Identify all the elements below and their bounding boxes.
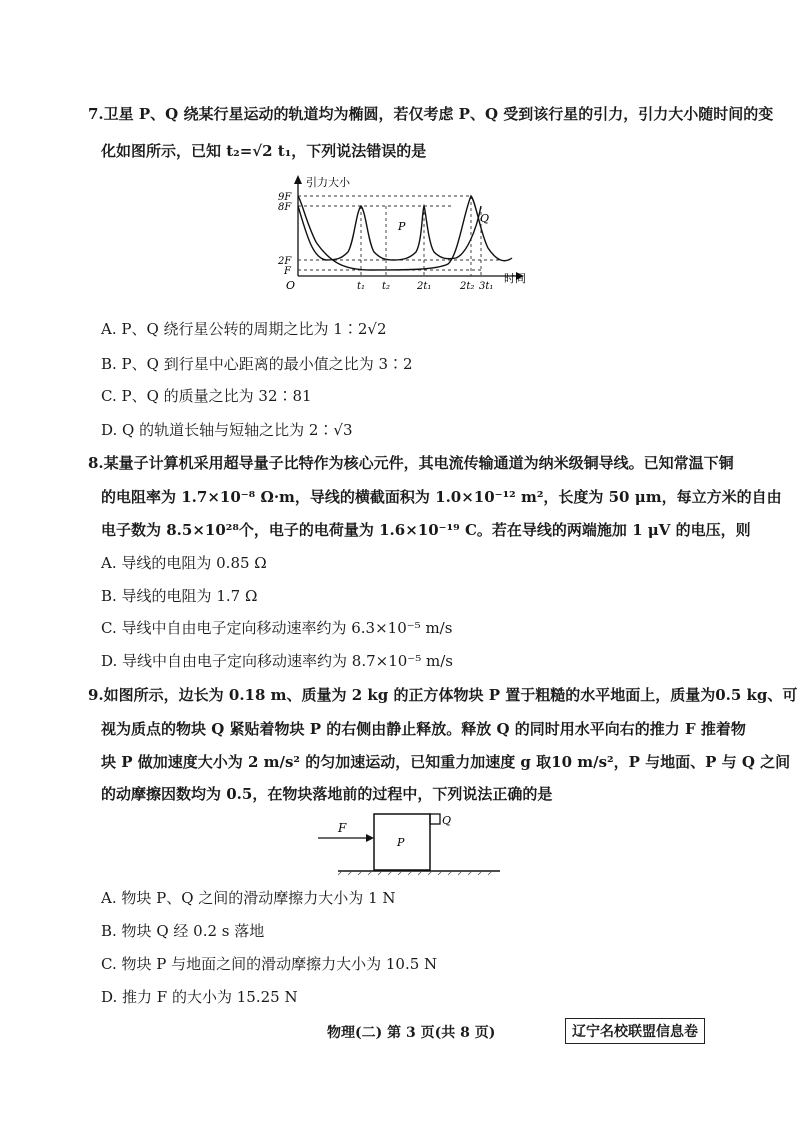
- q8-option-b: B. 导线的电阻为 1.7 Ω: [101, 587, 258, 605]
- q8-option-c: C. 导线中自由电子定向移动速率约为 6.3×10⁻⁵ m/s: [101, 619, 453, 637]
- q9-stem-line1: 9.如图所示，边长为 0.18 m、质量为 2 kg 的正方体物块 P 置于粗糙的水平地面上，质量为0.5 kg、可: [88, 686, 798, 704]
- origin-label: O: [286, 279, 296, 292]
- q8-stem-line3: 电子数为 8.5×10²⁸个，电子的电荷量为 1.6×10⁻¹⁹ C。若在导线的两端施加 1 μV 的电压，则: [101, 521, 751, 539]
- brand-stamp: 辽宁名校联盟信息卷: [565, 1018, 705, 1044]
- x-tick-t2: t₂: [382, 281, 391, 292]
- q8-option-a: A. 导线的电阻为 0.85 Ω: [101, 554, 267, 572]
- y-tick-9f: 9F: [278, 192, 292, 203]
- x-tick-2t2: 2t₂: [460, 281, 475, 292]
- y-axis-arrow-icon: [294, 175, 302, 184]
- q9-option-b: B. 物块 Q 经 0.2 s 落地: [101, 922, 265, 940]
- x-tick-t1: t₁: [357, 281, 366, 292]
- q7-option-b: B. P、Q 到行星中心距离的最小值之比为 3∶2: [101, 355, 413, 373]
- curve-q-label: Q: [480, 212, 490, 225]
- y-tick-8f: 8F: [278, 202, 292, 213]
- y-axis-label: 引力大小: [306, 176, 350, 189]
- q7-force-time-graph: [276, 172, 526, 302]
- q7-stem-line1: 7.卫星 P、Q 绕某行星运动的轨道均为椭圆，若仅考虑 P、Q 受到该行星的引力，引力大小随时间的变: [88, 105, 774, 123]
- q7-option-c: C. P、Q 的质量之比为 32∶81: [101, 387, 312, 405]
- y-tick-2f: 2F: [278, 256, 292, 267]
- q9-stem-line2: 视为质点的物块 Q 紧贴着物块 P 的右侧由静止释放。释放 Q 的同时用水平向右的推力 F 推着物: [101, 720, 746, 738]
- q9-stem-line3: 块 P 做加速度大小为 2 m/s² 的匀加速运动，已知重力加速度 g 取10 m/s²，P 与地面、P 与 Q 之间: [101, 753, 791, 771]
- x-tick-2t1: 2t₁: [417, 281, 432, 292]
- q8-option-d: D. 导线中自由电子定向移动速率约为 8.7×10⁻⁵ m/s: [101, 652, 453, 670]
- page-number-info: 物理(二) 第 3 页(共 8 页): [327, 1025, 496, 1041]
- q7-option-a: A. P、Q 绕行星公转的周期之比为 1∶2√2: [101, 320, 387, 338]
- block-q: [430, 814, 440, 824]
- block-q-label: Q: [442, 814, 452, 827]
- q9-option-a: A. 物块 P、Q 之间的滑动摩擦力大小为 1 N: [101, 889, 396, 907]
- curve-p: [298, 206, 481, 260]
- q7-stem-line2: 化如图所示，已知 t₂=√2 t₁，下列说法错误的是: [101, 142, 427, 160]
- q9-option-d: D. 推力 F 的大小为 15.25 N: [101, 988, 298, 1006]
- force-arrow-icon: [366, 834, 374, 842]
- block-p-label: P: [397, 836, 405, 849]
- x-axis-label: 时间: [504, 272, 526, 285]
- q8-stem-line2: 的电阻率为 1.7×10⁻⁸ Ω·m，导线的横截面积为 1.0×10⁻¹² m²，长度为 50 μm，每立方米的自由: [101, 488, 782, 506]
- y-tick-f: F: [284, 266, 291, 277]
- x-tick-3t1: 3t₁: [479, 281, 494, 292]
- q9-stem-line4: 的动摩擦因数均为 0.5，在物块落地前的过程中，下列说法正确的是: [101, 785, 553, 803]
- q9-option-c: C. 物块 P 与地面之间的滑动摩擦力大小为 10.5 N: [101, 955, 438, 973]
- q8-stem-line1: 8.某量子计算机采用超导量子比特作为核心元件，其电流传输通道为纳米级铜导线。已知常温下铜: [88, 454, 734, 472]
- q9-block-diagram: [318, 810, 508, 876]
- q7-option-d: D. Q 的轨道长轴与短轴之比为 2∶√3: [101, 421, 353, 439]
- force-label: F: [338, 821, 347, 835]
- curve-p-label: P: [398, 220, 406, 233]
